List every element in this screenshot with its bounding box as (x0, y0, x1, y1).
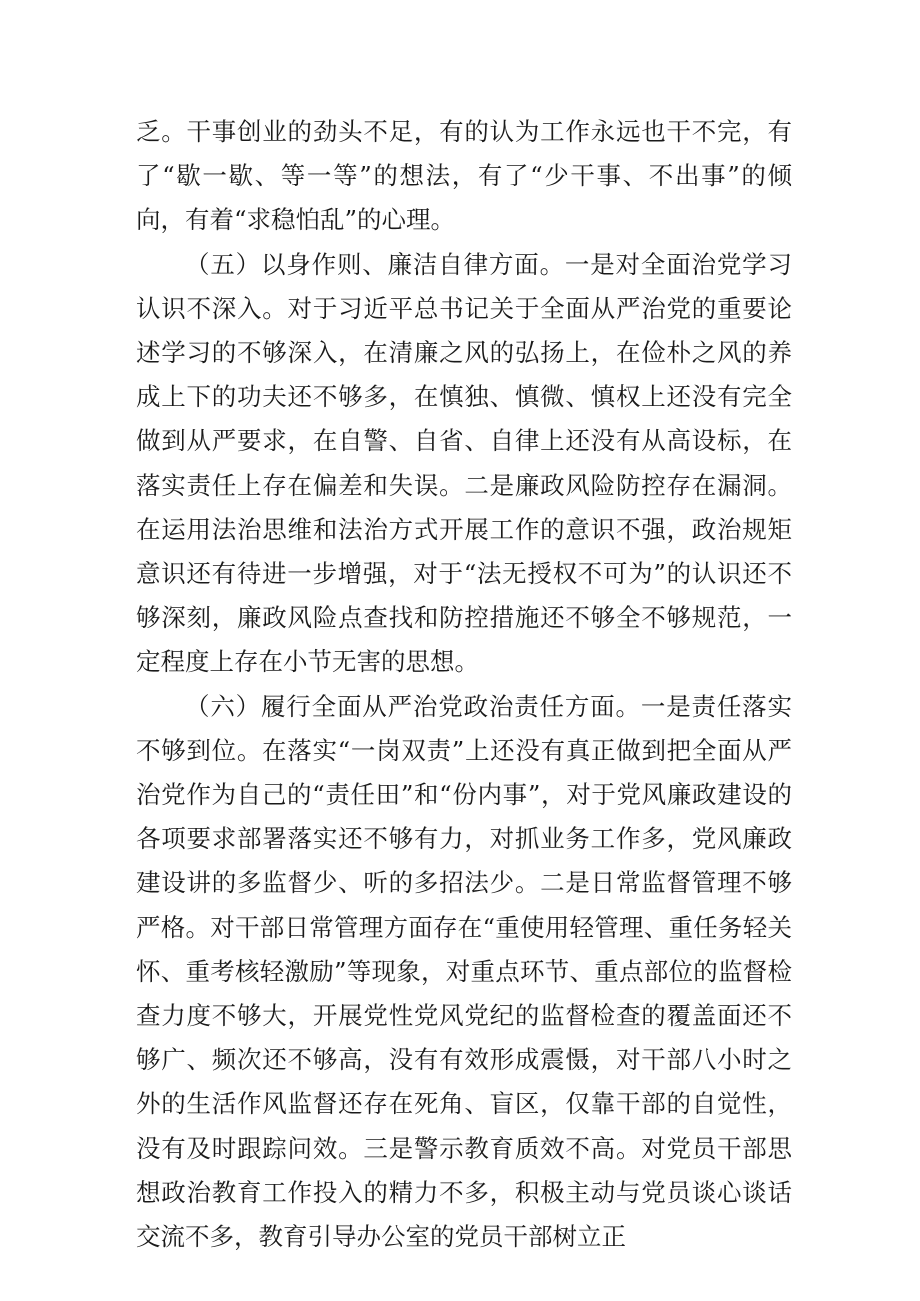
paragraph-continuation: 乏。干事创业的劲头不足，有的认为工作永远也干不完，有了“歇一歇、等一等”的想法，有了“少干事、不出事”的倾向，有着“求稳怕乱”的心理。 (136, 117, 792, 235)
paragraph-section-five: （五）以身作则、廉洁自律方面。一是对全面治党学习认识不深入。对于习近平总书记关于全面从严治党的重要论述学习的不够深入，在清廉之风的弘扬上，在俭朴之风的养成上下的功夫还不够多，在慎独、慎微、慎权上还没有完全做到从严要求，在自警、自省、自律上还没有从高设标，在落实责任上存在偏差和失误。二是廉政风险防控存在漏洞。在运用法治思维和法治方式开展工作的意识不强，政治规矩意识还有待进一步增强，对于“法无授权不可为”的认识还不够深刻，廉政风险点查找和防控措施还不够全不够规范，一定程度上存在小节无害的思想。 (136, 249, 792, 677)
document-body (136, 110, 792, 1259)
paragraph-section-six: （六）履行全面从严治党政治责任方面。一是责任落实不够到位。在落实“一岗双责”上还没有真正做到把全面从严治党作为自己的“责任田”和“份内事”，对于党风廉政建设的各项要求部署落实还不够有力，对抓业务工作多，党风廉政建设讲的多监督少、听的多招法少。二是日常监督管理不够严格。对干部日常管理方面存在“重使用轻管理、重任务轻关怀、重考核轻激励”等现象，对重点环节、重点部位的监督检查力度不够大，开展党性党风党纪的监督检查的覆盖面还不够广、频次还不够高，没有有效形成震慑，对干部八小时之外的生活作风监督还存在死角、盲区，仅靠干部的自觉性，没有及时跟踪问效。三是警示教育质效不高。对党员干部思想政治教育工作投入的精力不多，积极主动与党员谈心谈话交流不多，教育引导办公室的党员干部树立正 (136, 691, 792, 1252)
